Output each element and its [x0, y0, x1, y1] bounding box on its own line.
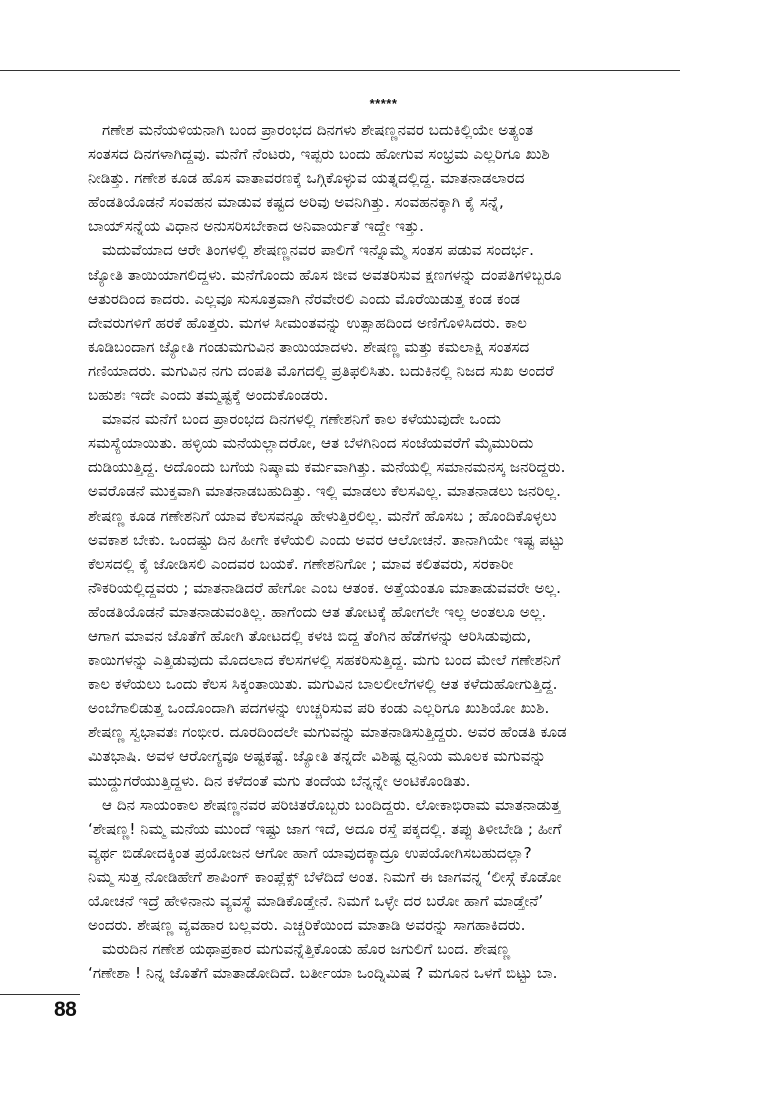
text-line: ಮದುವೆಯಾದ ಆರೇ ತಿಂಗಳಲ್ಲಿ ಶೇಷಣ್ಣನವರ ಪಾಲಿಗೆ ಇನ್ನೊಮ್ಮೆ ಸಂತಸ ಪಡುವ ಸಂದರ್ಭ. — [102, 241, 534, 260]
text-line: ಆತುರದಿಂದ ಕಾದರು. ಎಲ್ಲವೂ ಸುಸೂತ್ರವಾಗಿ ನೆರವೇರಲಿ ಎಂದು ಮೊರೆಯಿಡುತ್ತ ಕಂಡ ಕಂಡ — [88, 289, 521, 308]
text-line: ಕಾಯಿಗಳನ್ನು ಎತ್ತಿಡುವುದು ಮೊದಲಾದ ಕೆಲಸಗಳಲ್ಲಿ ಸಹಕರಿಸುತ್ತಿದ್ದ. ಮಗು ಬಂದ ಮೇಲೆ ಗಣೇಶನಿಗೆ — [88, 651, 561, 670]
text-line: ಗಣಿಯಾದರು. ಮಗುವಿನ ನಗು ದಂಪತಿ ಮೊಗದಲ್ಲಿ ಪ್ರತಿಫಲಿಸಿತು. ಬದುಕಿನಲ್ಲಿ ನಿಜದ ಸುಖ ಅಂದರೆ — [88, 361, 554, 380]
text-line: ಮರುದಿನ ಗಣೇಶ ಯಥಾಪ್ರಕಾರ ಮಗುವನ್ನೆತ್ತಿಕೊಂಡು ಹೊರ ಜಗುಲಿಗೆ ಬಂದ. ಶೇಷಣ್ಣ — [102, 940, 511, 959]
text-line: ಅವರೊಡನೆ ಮುಕ್ತವಾಗಿ ಮಾತನಾಡಬಹುದಿತ್ತು. ಇಲ್ಲಿ ಮಾಡಲು ಕೆಲಸವಿಲ್ಲ. ಮಾತನಾಡಲು ಜನರಿಲ್ಲ. — [88, 482, 561, 501]
page-number: 88 — [54, 998, 77, 1021]
text-line: ಮಿತಭಾಷಿ. ಅವಳ ಆರೋಗ್ಯವೂ ಅಷ್ಟಕಷ್ಟೆ. ಜ್ಯೋತಿ ತನ್ನದೇ ವಿಶಿಷ್ಟ ಧ್ವನಿಯ ಮೂಲಕ ಮಗುವನ್ನು — [88, 747, 546, 766]
body-text — [88, 118, 688, 985]
text-line: ಹೆಂಡತಿಯೊಡನೆ ಮಾತನಾಡುವಂತಿಲ್ಲ. ಹಾಗೆಂದು ಆತ ತೋಟಕ್ಕೆ ಹೋಗಲೇ ಇಲ್ಲ ಅಂತಲೂ ಅಲ್ಲ. — [88, 602, 547, 621]
text-line: ಅವಕಾಶ ಬೇಕು. ಒಂದಷ್ಟು ದಿನ ಹೀಗೇ ಕಳೆಯಲಿ ಎಂದು ಅವರ ಆಲೋಚನೆ. ತಾನಾಗಿಯೇ ಇಷ್ಟ ಪಟ್ಟು — [88, 530, 565, 549]
text-line: ದೇವರುಗಳಿಗೆ ಹರಕೆ ಹೊತ್ತರು. ಮಗಳ ಸೀಮಂತವನ್ನು ಉತ್ಸಾಹದಿಂದ ಅಣಿಗೊಳಿಸಿದರು. ಕಾಲ — [88, 313, 527, 332]
text-line: ಹೆಂಡತಿಯೊಡನೆ ಸಂವಹನ ಮಾಡುವ ಕಷ್ಟದ ಅರಿವು ಅವನಿಗಿತ್ತು. ಸಂವಹನಕ್ಕಾಗಿ ಕೈ ಸನ್ನೆ, — [88, 193, 504, 212]
text-line: ಆಗಾಗ ಮಾವನ ಜೊತೆಗೆ ಹೋಗಿ ತೋಟದಲ್ಲಿ ಕಳಚಿ ಬಿದ್ದ ತೆಂಗಿನ ಹೆಡೆಗಳನ್ನು ಆರಿಸಿಡುವುದು, — [88, 626, 532, 645]
text-line: ಯೋಚನೆ ಇದ್ರೆ ಹೇಳಿನಾನು ವ್ಯವಸ್ಥೆ ಮಾಡಿಕೊಡ್ತೇನೆ. ನಿಮಗೆ ಒಳ್ಳೇ ದರ ಬರೋ ಹಾಗೆ ಮಾಡ್ತೇನೆ’ — [88, 892, 544, 910]
text-line: ಆ ದಿನ ಸಾಯಂಕಾಲ ಶೇಷಣ್ಣನವರ ಪರಿಚಿತರೊಬ್ಬರು ಬಂದಿದ್ದರು. ಲೋಕಾಭಿರಾಮ ಮಾತನಾಡುತ್ತ — [102, 795, 561, 814]
text-line: ನೌಕರಿಯಲ್ಲಿದ್ದವರು ; ಮಾತನಾಡಿದರೆ ಹೇಗೋ ಎಂಬ ಆತಂಕ. ಅತ್ತೆಯಂತೂ ಮಾತಾಡುವವರೇ ಅಲ್ಲ. — [88, 578, 561, 597]
text-line: ಬಾಯ್‌ಸನ್ನೆಯ ವಿಧಾನ ಅನುಸರಿಸಬೇಕಾದ ಅನಿವಾರ್ಯತೆ ಇದ್ದೇ ಇತ್ತು. — [88, 217, 424, 236]
section-separator: ***** — [369, 96, 398, 111]
text-line: ಮುದ್ದುಗರೆಯುತ್ತಿದ್ದಳು. ದಿನ ಕಳೆದಂತೆ ಮಗು ತಂದೆಯ ಬೆನ್ನನ್ನೇ ಅಂಟಿಕೊಂಡಿತು. — [88, 771, 471, 790]
text-line: ಅಂದರು. ಶೇಷಣ್ಣ ವ್ಯವಹಾರ ಬಲ್ಲವರು. ಎಚ್ಚರಿಕೆಯಿಂದ ಮಾತಾಡಿ ಅವರನ್ನು ಸಾಗಹಾಕಿದರು. — [88, 916, 526, 935]
text-line: ವ್ಯರ್ಥ ಬಿಡೋದಕ್ಕಿಂತ ಪ್ರಯೋಜನ ಆಗೋ ಹಾಗೆ ಯಾವುದಕ್ಕಾದ್ರೂ ಉಪಯೋಗಿಸಬಹುದಲ್ಲಾ? — [88, 843, 532, 862]
text-line: ಶೇಷಣ್ಣ ಕೂಡ ಗಣೇಶನಿಗೆ ಯಾವ ಕೆಲಸವನ್ನೂ ಹೇಳುತ್ತಿರಲಿಲ್ಲ. ಮನೆಗೆ ಹೊಸಬ ; ಹೊಂದಿಕೊಳ್ಳಲು — [88, 506, 557, 525]
top-rule — [0, 70, 680, 71]
text-line: ಕೂಡಿಬಂದಾಗ ಜ್ಯೋತಿ ಗಂಡುಮಗುವಿನ ತಾಯಿಯಾದಳು. ಶೇಷಣ್ಣ ಮತ್ತು ಕಮಲಾಕ್ಷಿ ಸಂತಸದ — [88, 337, 530, 356]
text-line: ಮಾವನ ಮನೆಗೆ ಬಂದ ಪ್ರಾರಂಭದ ದಿನಗಳಲ್ಲಿ ಗಣೇಶನಿಗೆ ಕಾಲ ಕಳೆಯುವುದೇ ಒಂದು — [102, 410, 501, 429]
footer-rule — [0, 994, 80, 995]
text-line: ಅಂಬೆಗಾಲಿಡುತ್ತ ಒಂದೊಂದಾಗಿ ಪದಗಳನ್ನು ಉಚ್ಚರಿಸುವ ಪರಿ ಕಂಡು ಎಲ್ಲರಿಗೂ ಖುಶಿಯೋ ಖುಶಿ. — [88, 699, 550, 718]
text-line: ಕಾಲ ಕಳೆಯಲು ಒಂದು ಕೆಲಸ ಸಿಕ್ಕಂತಾಯಿತು. ಮಗುವಿನ ಬಾಲಲೀಲೆಗಳಲ್ಲಿ ಆತ ಕಳೆದುಹೋಗುತ್ತಿದ್ದ. — [88, 675, 558, 694]
text-line: ಗಣೇಶ ಮನೆಯಳಿಯನಾಗಿ ಬಂದ ಪ್ರಾರಂಭದ ದಿನಗಳು ಶೇಷಣ್ಣನವರ ಬದುಕಿಲ್ಲಿಯೇ ಅತ್ಯಂತ — [102, 121, 534, 139]
text-line: ಸಂತಸದ ದಿನಗಳಾಗಿದ್ದವು. ಮನೆಗೆ ನೆಂಟರು, ಇಪ್ಪರು ಬಂದು ಹೋಗುವ ಸಂಭ್ರಮ ಎಲ್ಲರಿಗೂ ಖುಶಿ — [88, 145, 550, 164]
text-line: ಶೇಷಣ್ಣ ಸ್ವಭಾವತಃ ಗಂಭೀರ. ದೂರದಿಂದಲೇ ಮಗುವನ್ನು ಮಾತನಾಡಿಸುತ್ತಿದ್ದರು. ಅವರ ಹೆಂಡತಿ ಕೂಡ — [88, 723, 567, 742]
text-line: ನಿಮ್ಮ ಸುತ್ತ ನೋಡಿಹೇಗೆ ಶಾಪಿಂಗ್ ಕಾಂಪ್ಲೆಕ್ಸ್ ಬೆಳೆದಿದೆ ಅಂತ. ನಿಮಗೆ ಈ ಜಾಗವನ್ನ ‘ಲೀಸ್ಗೆ ಕೊಡೋ — [88, 867, 562, 886]
text-line: ಸಮಸ್ಯೆಯಾಯಿತು. ಹಳ್ಳಿಯ ಮನೆಯಲ್ಲಾದರೋ, ಆತ ಬೆಳಗಿನಿಂದ ಸಂಜೆಯವರೆಗೆ ಮೈಮುರಿದು — [88, 434, 534, 453]
text-line: ‘ಶೇಷಣ್ಣ! ನಿಮ್ಮ ಮನೆಯ ಮುಂದೆ ಇಷ್ಟು ಜಾಗ ಇದೆ, ಅದೂ ರಸ್ತೆ ಪಕ್ಕದಲ್ಲಿ. ತಪ್ಪು ತಿಳೀಬೇಡಿ ; ಹೀಗೆ — [88, 819, 562, 838]
text-line: ‘ಗಣೇಶಾ ! ನಿನ್ನ ಜೊತೆಗೆ ಮಾತಾಡೋದಿದೆ. ಬರ್ತೀಯಾ ಒಂದ್ನಿಮಿಷ ? ಮಗೂನ ಒಳಗೆ ಬಿಟ್ಟು ಬಾ. — [88, 964, 558, 983]
text-line: ದುಡಿಯುತ್ತಿದ್ದ. ಅದೊಂದು ಬಗೆಯ ನಿಷ್ಕಾಮ ಕರ್ಮವಾಗಿತ್ತು. ಮನೆಯಲ್ಲಿ ಸಮಾನಮನಸ್ಕ ಜನರಿದ್ದರು. — [88, 458, 566, 477]
text-line: ಕೆಲಸದಲ್ಲಿ ಕೈ ಜೋಡಿಸಲಿ ಎಂದವರ ಬಯಕೆ. ಗಣೇಶನಿಗೋ ; ಮಾವ ಕಲಿತವರು, ಸರಕಾರೀ — [88, 554, 514, 573]
text-line: ಬಹುಶಃ ಇದೇ ಎಂದು ತಮ್ಮಷ್ಟಕ್ಕೆ ಅಂದುಕೊಂಡರು. — [88, 386, 329, 405]
text-line: ಜ್ಯೋತಿ ತಾಯಿಯಾಗಲಿದ್ದಳು. ಮನೆಗೊಂದು ಹೊಸ ಜೀವ ಅವತರಿಸುವ ಕ್ಷಣಗಳನ್ನು ದಂಪತಿಗಳಿಬ್ಬರೂ — [88, 265, 562, 284]
text-line: ನೀಡಿತ್ತು. ಗಣೇಶ ಕೂಡ ಹೊಸ ವಾತಾವರಣಕ್ಕೆ ಒಗ್ಗಿಕೊಳ್ಳುವ ಯತ್ನದಲ್ಲಿದ್ದ. ಮಾತನಾಡಲಾರದ — [88, 169, 525, 188]
